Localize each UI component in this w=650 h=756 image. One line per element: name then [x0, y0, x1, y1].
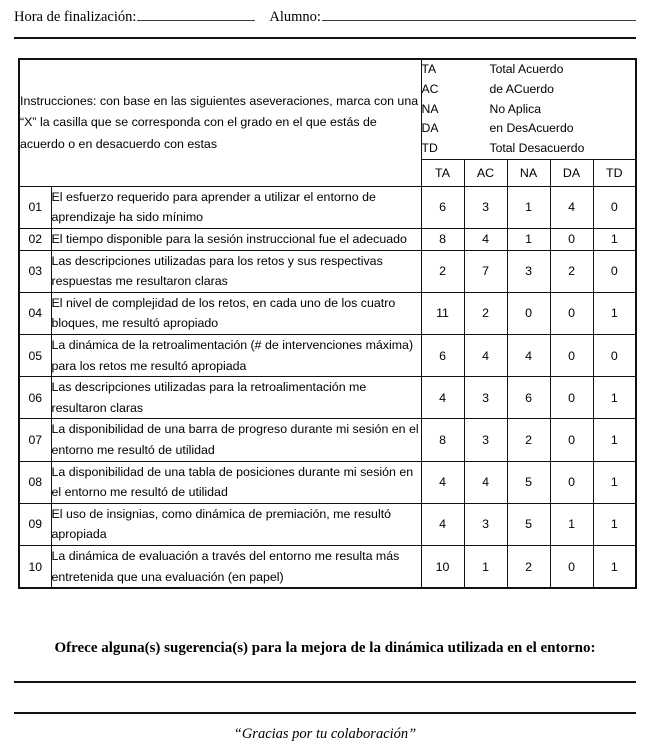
cell-na[interactable]: 5	[507, 503, 550, 545]
end-time-input-line[interactable]	[137, 8, 255, 21]
cell-ac[interactable]: 3	[464, 377, 507, 419]
cell-da[interactable]: 0	[550, 334, 593, 376]
cell-ac[interactable]: 1	[464, 545, 507, 588]
form-header	[14, 8, 636, 30]
row-statement: La dinámica de evaluación a través del entorno me resulta más entretenida que una evaluación (en papel)	[51, 545, 421, 588]
student-input-line[interactable]	[322, 8, 636, 21]
legend-key-ta: TA	[421, 62, 437, 76]
cell-da[interactable]: 0	[550, 377, 593, 419]
row-statement: El nivel de complejidad de los retos, en cada uno de los cuatro bloques, me resultó apropiado	[51, 292, 421, 334]
row-number: 05	[19, 334, 51, 376]
row-statement: Las descripciones utilizadas para la retroalimentación me resultaron claras	[51, 377, 421, 419]
row-number: 01	[19, 186, 51, 228]
instructions-cell: Instrucciones: con base en las siguientes aseveraciones, marca con una “X” la casilla que se corresponda con el grado en el que estás de acuerdo o en desacuerdo con estas	[19, 59, 421, 186]
cell-da[interactable]: 0	[550, 461, 593, 503]
cell-td[interactable]: 1	[593, 545, 636, 588]
table-row	[19, 377, 636, 419]
cell-ac[interactable]: 3	[464, 419, 507, 461]
cell-td[interactable]: 1	[593, 503, 636, 545]
column-header-na: NA	[507, 159, 550, 186]
cell-na[interactable]: 2	[507, 545, 550, 588]
suggestions-prompt: Ofrece alguna(s) sugerencia(s) para la mejora de la dinámica utilizada en el entorno:	[54, 640, 596, 656]
header-divider	[14, 37, 636, 39]
cell-ac[interactable]: 4	[464, 334, 507, 376]
end-time-label: Hora de finalización:	[14, 9, 137, 25]
legend-value-ta: Total Acuerdo	[489, 62, 564, 76]
row-statement: El esfuerzo requerido para aprender a utilizar el entorno de aprendizaje ha sido mínimo	[51, 186, 421, 228]
table-row	[19, 503, 636, 545]
cell-td[interactable]: 1	[593, 292, 636, 334]
cell-da[interactable]: 0	[550, 229, 593, 251]
cell-na[interactable]: 2	[507, 419, 550, 461]
row-number: 07	[19, 419, 51, 461]
cell-ta[interactable]: 4	[421, 503, 464, 545]
student-label: Alumno:	[269, 9, 321, 25]
cell-ta[interactable]: 8	[421, 419, 464, 461]
cell-td[interactable]: 0	[593, 186, 636, 228]
legend-key-ac: AC	[421, 81, 439, 96]
legend-item-na	[422, 100, 636, 120]
cell-td[interactable]: 1	[593, 229, 636, 251]
cell-td[interactable]: 0	[593, 334, 636, 376]
cell-td[interactable]: 1	[593, 419, 636, 461]
cell-na[interactable]: 0	[507, 292, 550, 334]
column-header-td: TD	[593, 159, 636, 186]
table-row	[19, 419, 636, 461]
row-number: 08	[19, 461, 51, 503]
cell-ta[interactable]: 2	[421, 250, 464, 292]
row-statement: El tiempo disponible para la sesión instruccional fue el adecuado	[51, 229, 421, 251]
cell-ac[interactable]: 2	[464, 292, 507, 334]
legend-item-da	[422, 119, 636, 139]
cell-na[interactable]: 3	[507, 250, 550, 292]
cell-na[interactable]: 4	[507, 334, 550, 376]
legend-item-ac	[422, 80, 636, 100]
cell-td[interactable]: 1	[593, 377, 636, 419]
cell-ac[interactable]: 7	[464, 250, 507, 292]
legend-key-da: DA	[421, 121, 439, 136]
row-statement: La dinámica de la retroalimentación (# de intervenciones máxima) para los retos me resultó apropiada	[51, 334, 421, 376]
cell-ta[interactable]: 6	[421, 186, 464, 228]
column-header-ta: TA	[421, 159, 464, 186]
cell-ta[interactable]: 10	[421, 545, 464, 588]
row-statement: El uso de insignias, como dinámica de premiación, me resultó apropiada	[51, 503, 421, 545]
row-number: 02	[19, 229, 51, 251]
suggestion-line-1[interactable]	[14, 681, 636, 683]
table-row	[19, 186, 636, 228]
legend-value-td: Total Desacuerdo	[489, 141, 585, 156]
table-row	[19, 545, 636, 588]
cell-td[interactable]: 0	[593, 250, 636, 292]
cell-da[interactable]: 2	[550, 250, 593, 292]
row-statement: Las descripciones utilizadas para los retos y sus respectivas respuestas me resultaron claras	[51, 250, 421, 292]
cell-ta[interactable]: 4	[421, 377, 464, 419]
legend-value-na: No Aplica	[489, 101, 542, 116]
cell-td[interactable]: 1	[593, 461, 636, 503]
cell-da[interactable]: 0	[550, 545, 593, 588]
cell-na[interactable]: 1	[507, 229, 550, 251]
cell-da[interactable]: 0	[550, 419, 593, 461]
cell-ac[interactable]: 4	[464, 461, 507, 503]
legend-cell	[421, 59, 636, 159]
row-number: 06	[19, 377, 51, 419]
row-number: 04	[19, 292, 51, 334]
cell-ta[interactable]: 4	[421, 461, 464, 503]
cell-ta[interactable]: 11	[421, 292, 464, 334]
legend-item-td	[422, 139, 636, 159]
cell-ta[interactable]: 6	[421, 334, 464, 376]
legend-item-ta	[422, 60, 636, 80]
instructions-row	[19, 59, 636, 159]
row-number: 10	[19, 545, 51, 588]
row-number: 03	[19, 250, 51, 292]
cell-da[interactable]: 0	[550, 292, 593, 334]
cell-da[interactable]: 1	[550, 503, 593, 545]
legend-value-ac: de ACuerdo	[489, 81, 554, 96]
column-header-ac: AC	[464, 159, 507, 186]
legend-value-da: en DesAcuerdo	[489, 121, 574, 136]
row-statement: La disponibilidad de una tabla de posiciones durante mi sesión en el entorno me resultó de utilidad	[51, 461, 421, 503]
cell-na[interactable]: 6	[507, 377, 550, 419]
table-row	[19, 461, 636, 503]
cell-da[interactable]: 4	[550, 186, 593, 228]
cell-ac[interactable]: 4	[464, 229, 507, 251]
thanks-message: “Gracias por tu colaboración”	[233, 726, 417, 742]
table-row	[19, 334, 636, 376]
survey-table	[18, 58, 637, 589]
cell-na[interactable]: 1	[507, 186, 550, 228]
row-number: 09	[19, 503, 51, 545]
cell-ac[interactable]: 3	[464, 186, 507, 228]
table-row	[19, 292, 636, 334]
cell-na[interactable]: 5	[507, 461, 550, 503]
table-row	[19, 250, 636, 292]
legend-key-td: TD	[421, 141, 438, 156]
table-row	[19, 229, 636, 251]
legend-key-na: NA	[421, 101, 439, 116]
suggestion-line-2[interactable]	[14, 712, 636, 714]
row-statement: La disponibilidad de una barra de progreso durante mi sesión en el entorno me resultó de utilidad	[51, 419, 421, 461]
cell-ta[interactable]: 8	[421, 229, 464, 251]
column-header-da: DA	[550, 159, 593, 186]
cell-ac[interactable]: 3	[464, 503, 507, 545]
